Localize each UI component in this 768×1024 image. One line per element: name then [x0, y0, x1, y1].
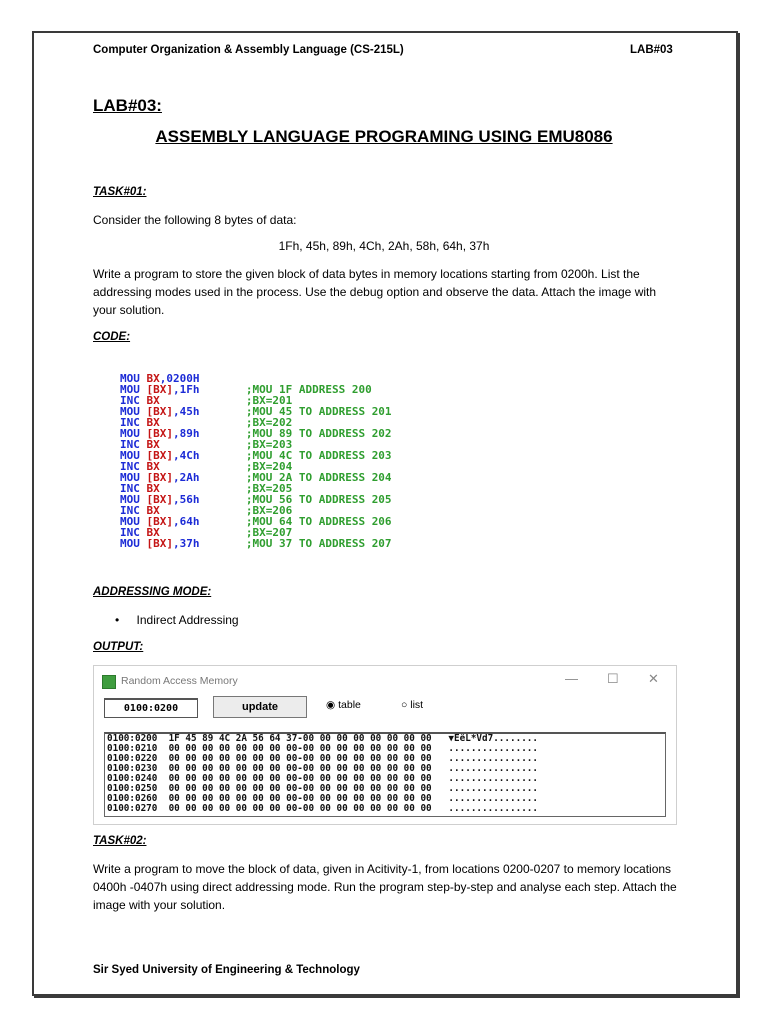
- memory-dump-row: 0100:0220 00 00 00 00 00 00 00 00-00 00 00 00 00 00 00 00 ................: [107, 753, 538, 764]
- code-block: [120, 373, 392, 549]
- code-operand: BX: [146, 526, 160, 539]
- code-line: [120, 538, 392, 549]
- code-operand: BX: [146, 438, 160, 451]
- radio-table[interactable]: [326, 699, 361, 711]
- code-comment: ;BX=207: [245, 526, 293, 539]
- code-value: ,2Ah: [173, 471, 200, 484]
- code-operand: [BX]: [146, 449, 173, 462]
- code-operand: BX: [146, 416, 160, 429]
- code-opcode: MOU: [120, 405, 147, 418]
- minimize-icon[interactable]: —: [565, 671, 578, 686]
- code-operand: [BX]: [146, 383, 173, 396]
- address-input[interactable]: 0100:0200: [104, 698, 198, 718]
- code-operand: [BX]: [146, 515, 173, 528]
- code-opcode: MOU: [120, 537, 147, 550]
- memory-dump-text: [105, 734, 665, 814]
- code-opcode: MOU: [120, 493, 147, 506]
- code-comment: ;MOU 64 TO ADDRESS 206: [245, 515, 392, 528]
- radio-list[interactable]: [401, 699, 423, 711]
- code-operand: [BX]: [146, 493, 173, 506]
- lab-title: LAB#03:: [93, 96, 162, 115]
- addressing-mode-item: [115, 613, 239, 627]
- code-operand: BX: [146, 372, 160, 385]
- code-comment: ;BX=206: [245, 504, 293, 517]
- code-heading: CODE:: [93, 331, 131, 343]
- code-value: ,64h: [173, 515, 200, 528]
- memory-dump-row: 0100:0270 00 00 00 00 00 00 00 00-00 00 00 00 00 00 00 00 ................: [107, 803, 538, 814]
- memory-dump-row: 0100:0250 00 00 00 00 00 00 00 00-00 00 00 00 00 00 00 00 ................: [107, 783, 538, 794]
- code-value: ,4Ch: [173, 449, 200, 462]
- code-comment: ;MOU 2A TO ADDRESS 204: [245, 471, 392, 484]
- task1-intro: Consider the following 8 bytes of data:: [93, 213, 297, 227]
- task1-data-line: 1Fh, 45h, 89h, 4Ch, 2Ah, 58h, 64h, 37h: [278, 239, 490, 253]
- main-title: ASSEMBLY LANGUAGE PROGRAMING USING EMU8086: [155, 127, 613, 146]
- code-operand: BX: [146, 460, 160, 473]
- code-opcode: MOU: [120, 372, 147, 385]
- code-value: ,37h: [173, 537, 200, 550]
- code-opcode: INC: [120, 504, 147, 517]
- update-button[interactable]: update: [213, 696, 307, 718]
- code-opcode: MOU: [120, 449, 147, 462]
- memory-dump-row: 0100:0230 00 00 00 00 00 00 00 00-00 00 00 00 00 00 00 00 ................: [107, 763, 538, 774]
- task2-description: Write a program to move the block of data, given in Acitivity-1, from locations 0200-0207 to memory locations 0400h -0407h using direct addressing mode. Run the program step-by-step and analyse each step. Attach the image with your solution.: [93, 862, 677, 912]
- code-operand: BX: [146, 394, 160, 407]
- code-operand: [BX]: [146, 405, 173, 418]
- code-opcode: MOU: [120, 515, 147, 528]
- task2-heading: TASK#02:: [93, 835, 147, 847]
- code-opcode: MOU: [120, 427, 147, 440]
- code-opcode: MOU: [120, 383, 147, 396]
- addressing-mode-label: Indirect Addressing: [136, 613, 239, 627]
- code-opcode: INC: [120, 394, 147, 407]
- task1-heading: TASK#01:: [93, 186, 147, 198]
- code-comment: ;BX=201: [245, 394, 293, 407]
- output-heading: OUTPUT:: [93, 641, 144, 653]
- header-course-title: Computer Organization & Assembly Language (CS-215L): [93, 44, 404, 56]
- code-operand: BX: [146, 482, 160, 495]
- radio-table-label: table: [338, 699, 361, 711]
- ram-window-icon: [102, 675, 116, 689]
- radio-list-label: list: [410, 699, 424, 711]
- code-comment: ;MOU 37 TO ADDRESS 207: [245, 537, 392, 550]
- header-lab-code: LAB#03: [630, 44, 673, 56]
- code-opcode: INC: [120, 438, 147, 451]
- task1-description: Write a program to store the given block of data bytes in memory locations starting from 0200h. List the addressing modes used in the process. Use the debug option and observe the data. Attach the image with your solution.: [93, 267, 657, 317]
- maximize-icon[interactable]: ☐: [607, 671, 619, 686]
- code-opcode: INC: [120, 460, 147, 473]
- addressing-mode-heading: ADDRESSING MODE:: [93, 586, 212, 598]
- code-comment: ;BX=203: [245, 438, 293, 451]
- code-operand: [BX]: [146, 427, 173, 440]
- memory-dump[interactable]: [104, 732, 666, 817]
- code-comment: ;BX=204: [245, 460, 293, 473]
- memory-dump-row: 0100:0260 00 00 00 00 00 00 00 00-00 00 00 00 00 00 00 00 ................: [107, 793, 538, 804]
- code-value: ,56h: [173, 493, 200, 506]
- code-opcode: INC: [120, 526, 147, 539]
- code-value: ,0200H: [159, 372, 200, 385]
- code-opcode: INC: [120, 482, 147, 495]
- ram-window-title: Random Access Memory: [121, 675, 238, 687]
- code-value: ,89h: [173, 427, 200, 440]
- code-comment: ;MOU 89 TO ADDRESS 202: [245, 427, 392, 440]
- code-comment: ;BX=202: [245, 416, 293, 429]
- bullet-icon: •: [115, 613, 120, 627]
- memory-dump-row: 0100:0200 1F 45 89 4C 2A 56 64 37-00 00 00 00 00 00 00 00 ▼EëL*Vd7........: [107, 733, 538, 744]
- code-comment: ;MOU 4C TO ADDRESS 203: [245, 449, 392, 462]
- radio-unselected-icon: ○: [401, 699, 408, 711]
- code-opcode: MOU: [120, 471, 147, 484]
- code-comment: ;MOU 45 TO ADDRESS 201: [245, 405, 392, 418]
- code-comment: ;MOU 1F ADDRESS 200: [245, 383, 372, 396]
- code-operand: [BX]: [146, 537, 173, 550]
- code-comment: ;BX=205: [245, 482, 293, 495]
- close-icon[interactable]: ✕: [648, 671, 659, 686]
- code-opcode: INC: [120, 416, 147, 429]
- code-value: ,1Fh: [173, 383, 200, 396]
- code-operand: BX: [146, 504, 160, 517]
- footer: Sir Syed University of Engineering & Technology: [93, 964, 360, 976]
- memory-dump-row: 0100:0240 00 00 00 00 00 00 00 00-00 00 00 00 00 00 00 00 ................: [107, 773, 538, 784]
- ram-window: [93, 665, 677, 825]
- code-operand: [BX]: [146, 471, 173, 484]
- memory-dump-row: 0100:0210 00 00 00 00 00 00 00 00-00 00 00 00 00 00 00 00 ................: [107, 743, 538, 754]
- code-comment: ;MOU 56 TO ADDRESS 205: [245, 493, 392, 506]
- radio-selected-icon: ◉: [326, 699, 336, 711]
- code-value: ,45h: [173, 405, 200, 418]
